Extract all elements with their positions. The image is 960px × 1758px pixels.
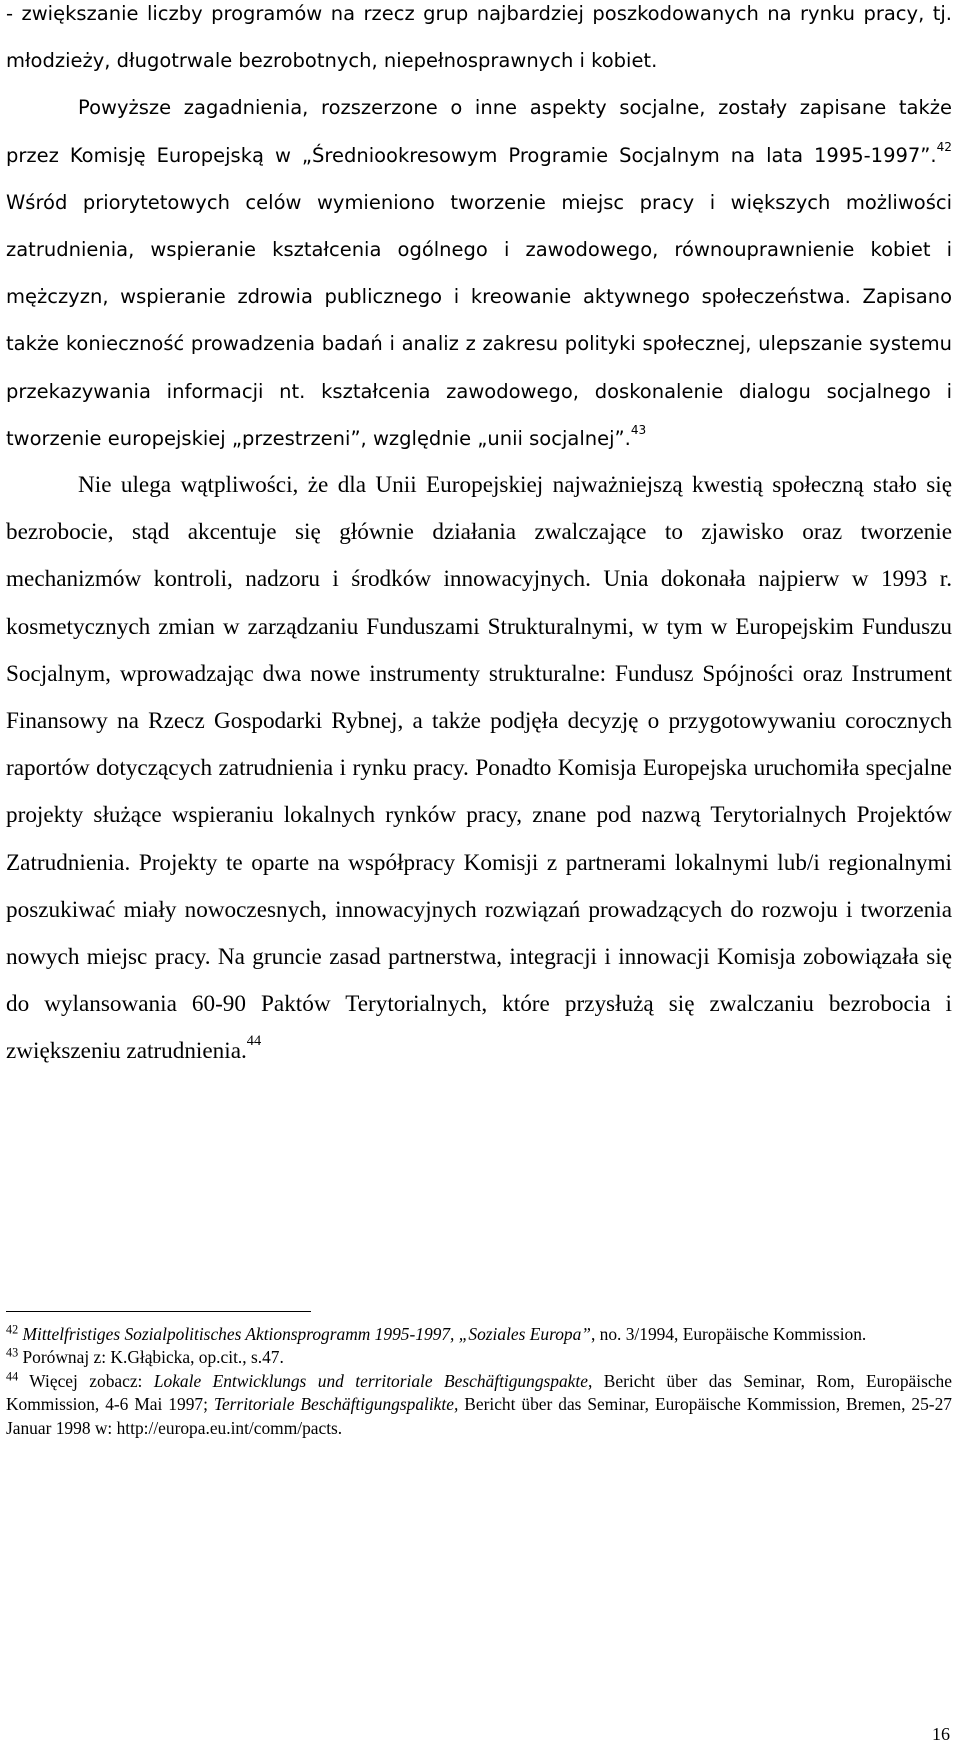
footnote-text: , no. 3/1994, Europäische Kommission. — [590, 1324, 867, 1344]
paragraph-1 — [6, 84, 952, 462]
footnote-number: 44 — [6, 1369, 19, 1384]
footnote-number: 42 — [6, 1322, 19, 1337]
paragraph-1-text-a: Powyższe zagadnienia, rozszerzone o inne aspekty socjalne, zostały zapisane także przez Komisję Europejską w „Średniookresowym Programie Socjalnym na lata 1995-1997”. — [6, 96, 952, 167]
footnote-italic: Territoriale Beschäftigungspalikte, — [213, 1394, 459, 1415]
bullet-item: - zwiększanie liczby programów na rzecz grup najbardziej poszkodowanych na rynku pracy, tj. młodzieży, długotrwale bezrobotnych, niepełnosprawnych i kobiet. — [6, 2, 952, 73]
footnote-ref-43[interactable]: 43 — [630, 422, 647, 437]
paragraph-1-text-c: Zapisano także konieczność prowadzenia badań i analiz z zakresu polityki społecznej, ulepszanie systemu przekazywania informacji nt. kształcenia zawodowego, doskonalenie dialogu socjalnego i tworzenie europejskiej „przestrzeni”, względnie „unii socjalnej”. — [6, 285, 953, 450]
footnote-text: Porównaj z: K.Głąbicka, op.cit., s.47. — [22, 1347, 284, 1368]
footnote-44 — [6, 1370, 952, 1440]
footnote-italic: Lokale Entwicklungs und territoriale Beschäftigungspakte — [153, 1370, 588, 1391]
page-number: 16 — [932, 1724, 950, 1744]
footnote-text: , Bericht über das Seminar, Rom, Europäische Kommission, 4-6 Mai 1997; — [6, 1370, 952, 1415]
paragraph-2 — [6, 462, 952, 1076]
footnote-text: Więcej zobacz: — [29, 1370, 154, 1391]
footnote-divider — [6, 1311, 311, 1312]
footnote-43 — [6, 1346, 952, 1369]
paragraph-1-text-b: Wśród priorytetowych celów wymieniono tworzenie miejsc pracy i większych możliwości zatrudnienia, wspieranie kształcenia ogólnego i zawodowego, równouprawnienie kobiet i mężczyzn, wspieranie zdrowia publicznego i kreowanie aktywnego społeczeństwa. — [6, 190, 952, 309]
footnote-italic: Mittelfristiges Sozialpolitisches Aktionsprogramm 1995-1997, „Soziales Europa” — [22, 1324, 591, 1344]
footnote-ref-42[interactable]: 42 — [936, 139, 952, 154]
footnote-number: 43 — [6, 1345, 19, 1360]
footnote-text: Bericht über das Seminar, Europäische Kommission, Bremen, 25-27 Januar 1998 w: http://europa.eu.int/comm/pacts. — [6, 1394, 952, 1438]
footnotes — [6, 1323, 952, 1440]
footnote-42 — [6, 1323, 952, 1346]
footnote-ref-44[interactable]: 44 — [246, 1033, 262, 1050]
paragraph-2-text-a: Nie ulega wątpliwości, że dla Unii Europejskiej najważniejszą kwestią społeczną stało się bezrobocie, stąd akcentuje się głównie działania zwalczające to zjawisko oraz tworzenie mechanizmów kontroli, nadzoru i środków innowacyjnych. Unia dokonała najpierw w 1993 r. kosmetycznych zmian w zarządzaniu Funduszami Strukturalnymi, w tym w Europejskim Funduszu Socjalnym, wprowadzając dwa nowe instrumenty strukturalne: Fundusz Spójności oraz Instrument Finansowy na Rzecz Gospodarki Rybnej, a także podjęła decyzję o przygotowywaniu corocznych raportów dotyczących zatrudnienia i rynku pracy. — [6, 472, 952, 782]
main-text — [6, 0, 952, 1076]
paragraph-2-text-b: Ponadto Komisja Europejska uruchomiła specjalne projekty służące wspieraniu lokalnych rynków pracy, znane pod nazwą Terytorialnych Projektów Zatrudnienia. Projekty te oparte na współpracy Komisji z partnerami lokalnymi lub/i regionalnymi poszukiwać miały nowoczesnych, innowacyjnych rozwiązań prowadzących do rozwoju i tworzenia nowych miejsc pracy. Na gruncie zasad partnerstwa, integracji i innowacji Komisja zobowiązała się do wylansowania 60-90 Paktów Terytorialnych, które przysłużą się zwalczaniu bezrobocia i zwiększeniu zatrudnienia. — [6, 755, 952, 1065]
